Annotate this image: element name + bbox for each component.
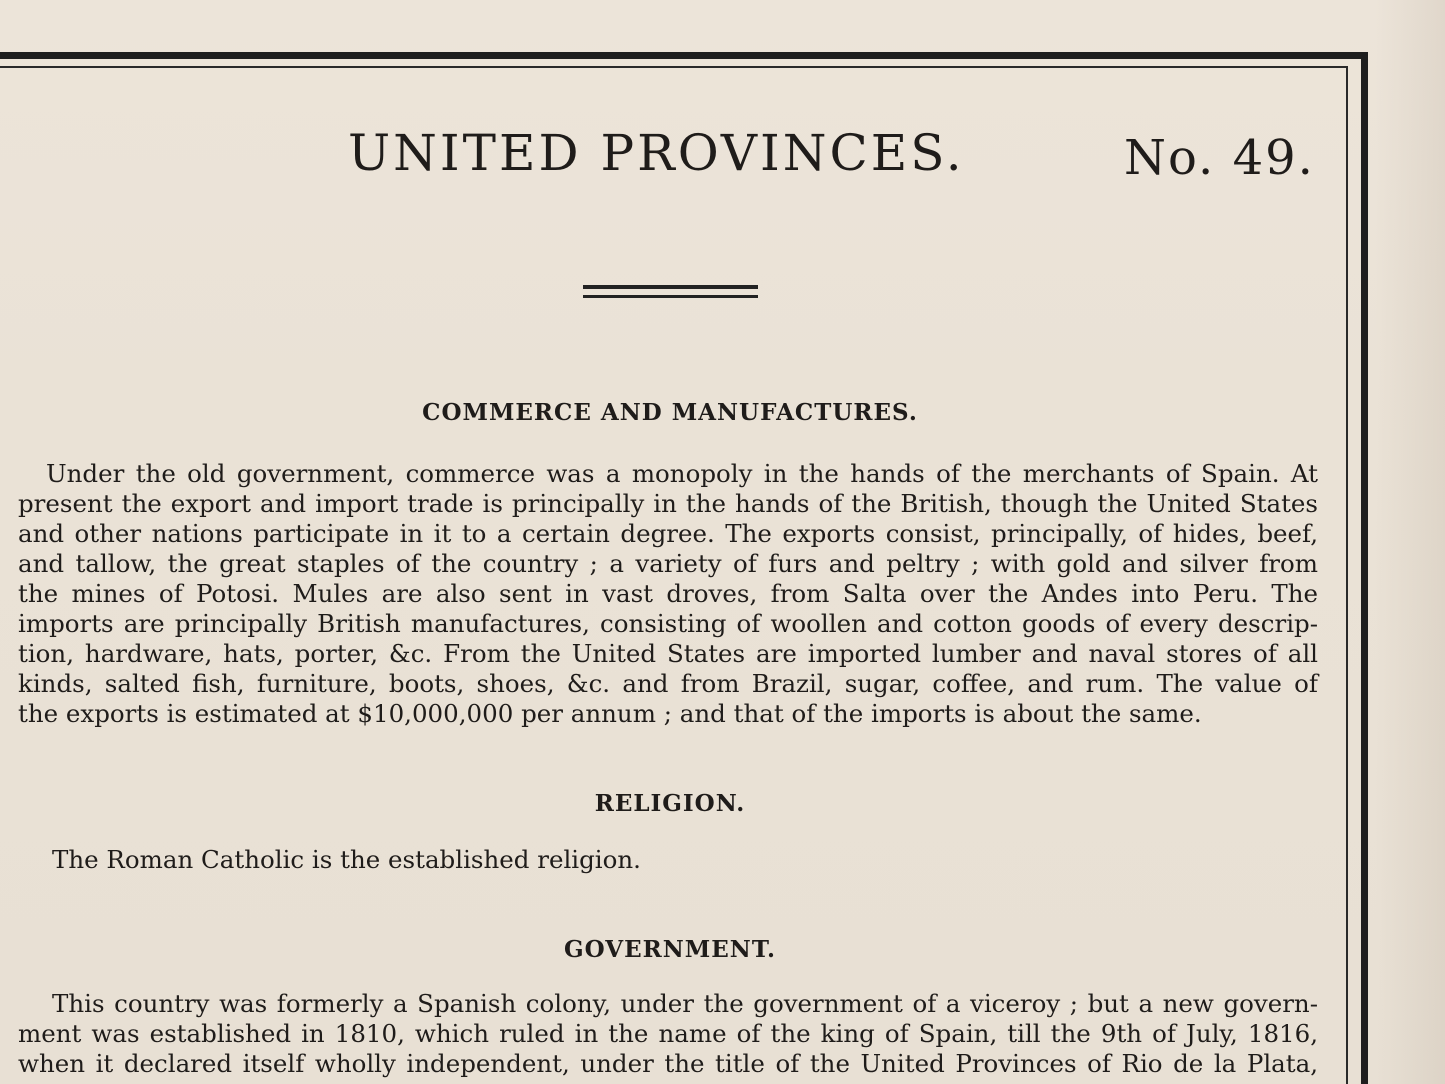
commerce-line: tion, hardware, hats, porter, &c. From the United States are imported lumber and naval stores of all <box>18 639 1318 668</box>
page-edge-shadow <box>1375 0 1445 1084</box>
commerce-line: and tallow, the great staples of the country ; a variety of furs and peltry ; with gold and silver from <box>18 549 1318 578</box>
section-heading-government: GOVERNMENT. <box>564 936 776 963</box>
government-line: when it declared itself wholly independent, under the title of the United Provinces of Rio de la Plata, <box>18 1049 1318 1078</box>
section-heading-commerce: COMMERCE AND MANUFACTURES. <box>422 399 918 426</box>
commerce-line: present the export and import trade is principally in the hands of the British, though the United States <box>18 489 1318 518</box>
section-heading-religion: RELIGION. <box>594 790 746 817</box>
page-title: UNITED PROVINCES. <box>348 124 965 182</box>
commerce-line: imports are principally British manufactures, consisting of woollen and cotton goods of every descrip- <box>18 609 1318 638</box>
commerce-line: and other nations participate in it to a certain degree. The exports consist, principally, of hides, beef, <box>18 519 1318 548</box>
divider-rule-thick <box>583 285 758 289</box>
commerce-line: the mines of Potosi. Mules are also sent in vast droves, from Salta over the Andes into Peru. The <box>18 579 1318 608</box>
government-line: ment was established in 1810, which ruled in the name of the king of Spain, till the 9th of July, 1816, <box>18 1019 1318 1048</box>
religion-line: The Roman Catholic is the established religion. <box>52 845 641 874</box>
divider-rule-thin <box>583 295 758 298</box>
commerce-line: Under the old government, commerce was a monopoly in the hands of the merchants of Spain. At <box>46 459 1318 488</box>
commerce-line: the exports is estimated at $10,000,000 per annum ; and that of the imports is about the same. <box>18 699 1202 728</box>
commerce-line: kinds, salted fish, furniture, boots, shoes, &c. and from Brazil, sugar, coffee, and rum. The value of <box>18 669 1318 698</box>
title-divider <box>583 285 758 301</box>
government-line: This country was formerly a Spanish colony, under the government of a viceroy ; but a new govern- <box>52 989 1318 1018</box>
page-number: No. 49. <box>1124 130 1315 186</box>
